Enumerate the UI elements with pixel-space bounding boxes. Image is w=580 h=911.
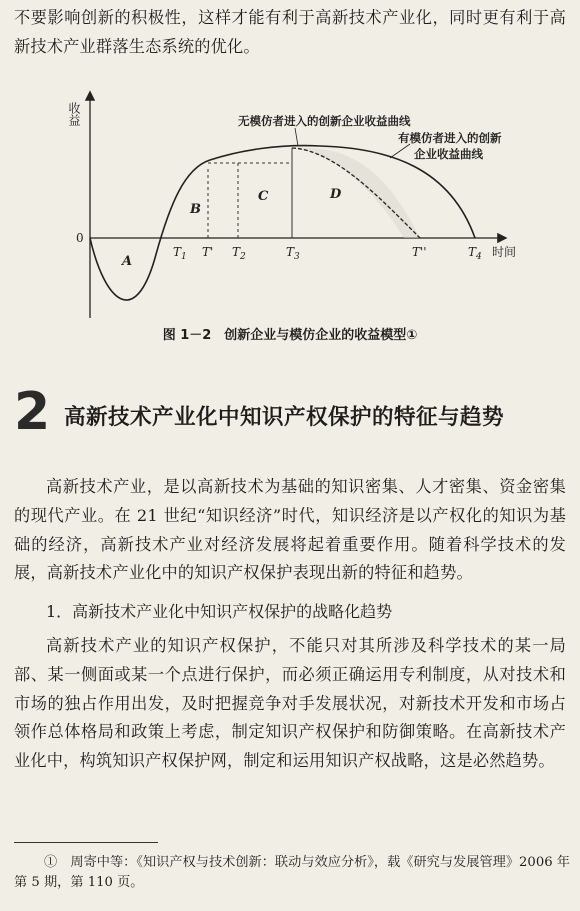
figure-caption: 图 1－2 创新企业与模仿企业的收益模型① <box>162 328 418 343</box>
section-heading <box>14 382 570 442</box>
x-axis-label: 时间 <box>492 245 517 259</box>
paragraph-1: 高新技术产业，是以高新技术为基础的知识密集、人才密集、资金密集的现代产业。在 21 世纪“知识经济”时代，知识经济是以产权化的知识为基础的经济，高新技术产业对经济发展将起着重要作用。随着科学技术的发展，高新技术产业化中的知识产权保护表现出新的特征和趋势。 <box>14 477 566 583</box>
area-label-b: B <box>190 202 201 217</box>
revenue-model-figure <box>60 88 530 348</box>
y-axis-label: 收益 <box>67 102 81 126</box>
area-label-d: D <box>330 187 342 202</box>
leader-line-1 <box>295 128 298 146</box>
area-label-a: A <box>122 254 133 269</box>
curve-label-with-imitator-2: 企业收益曲线 <box>414 147 483 161</box>
tick-label-t1: $T_1$ <box>173 245 187 262</box>
tick-label-t3: $T_3$ <box>286 245 300 262</box>
section-title: 高新技术产业化中知识产权保护的特征与趋势 <box>64 405 505 430</box>
area-label-c: C <box>258 189 269 204</box>
section-number: 2 <box>14 382 51 442</box>
tick-label-t-prime: T' <box>202 245 214 259</box>
curve-label-with-imitator-1: 有模仿者进入的创新 <box>398 131 502 145</box>
tick-label-t2: $T_2$ <box>232 245 246 262</box>
footnote-rule <box>14 842 158 843</box>
curve-no-imitator <box>90 146 475 300</box>
top-paragraph: 不要影响创新的积极性，这样才能有利于高新技术产业化，同时更有利于高新技术产业群落生态系统的优化。 <box>14 8 566 56</box>
curve-label-no-imitator: 无模仿者进入的创新企业收益曲线 <box>238 114 411 128</box>
paragraph-2: 高新技术产业的知识产权保护，不能只对其所涉及科学技术的某一局部、某一侧面或某一个点进行保护，而必须正确运用专利制度，从对技术和市场的独占作用出发，及时把握竞争对手发展状况，对新技术开发和市场占领作总体格局和政策上考虑，制定知识产权保护和防御策略。在高新技术产业化中，构筑知识产权保护网，制定和运用知识产权战略，这是必然趋势。 <box>14 636 566 771</box>
revenue-model-chart <box>60 88 530 348</box>
tick-label-t4: $T_4$ <box>468 245 482 262</box>
tick-label-t-double-prime: T'' <box>412 245 427 259</box>
origin-label: 0 <box>76 231 84 245</box>
leader-line-2 <box>390 144 410 158</box>
footnote: ① 周寄中等：《知识产权与技术创新：联动与效应分析》，载《研究与发展管理》2006 年第 5 期，第 110 页。 <box>14 855 570 890</box>
region-d-fill <box>292 148 420 238</box>
subheading: 1．高新技术产业化中知识产权保护的战略化趋势 <box>46 602 393 621</box>
